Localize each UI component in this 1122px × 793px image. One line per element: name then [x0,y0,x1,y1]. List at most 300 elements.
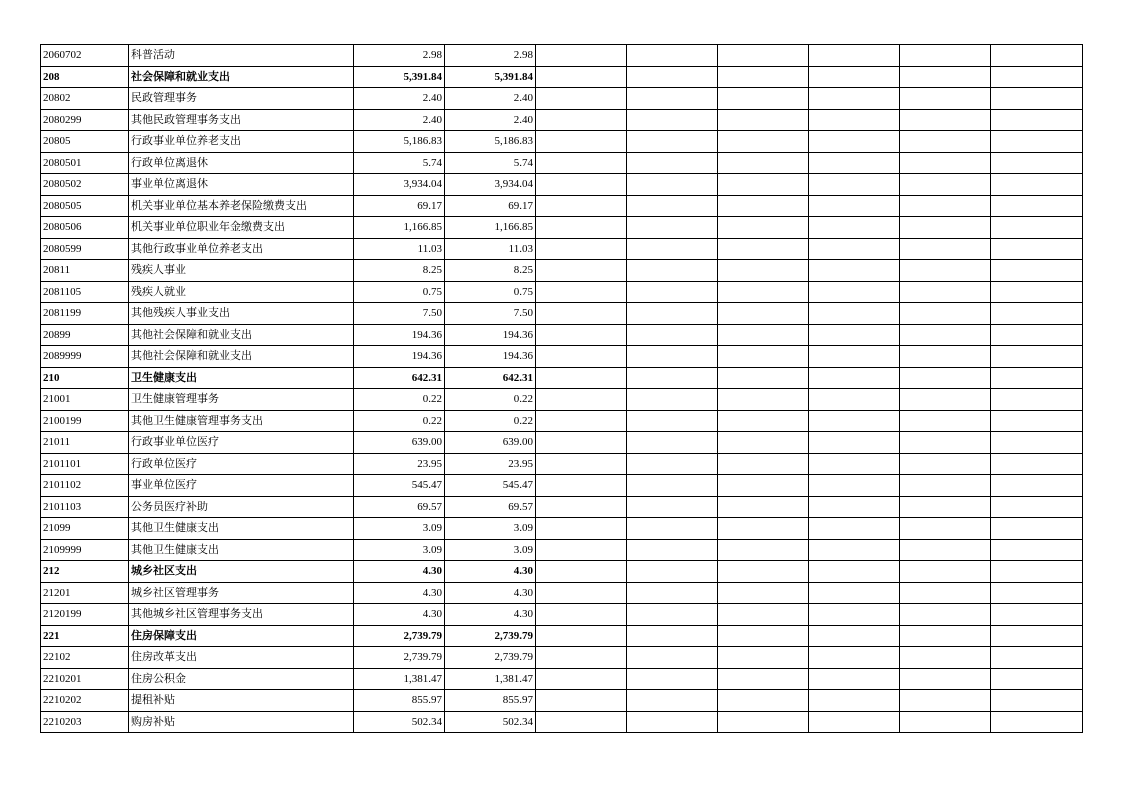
empty-cell [900,453,991,475]
amount-cell: 1,381.47 [445,668,536,690]
amount-cell: 4.30 [354,604,445,626]
empty-cell [718,453,809,475]
empty-cell [809,324,900,346]
code-cell: 2210203 [41,711,129,733]
amount-cell: 502.34 [354,711,445,733]
amount-cell: 2.40 [445,88,536,110]
empty-cell [809,625,900,647]
empty-cell [900,475,991,497]
empty-cell [627,389,718,411]
name-cell: 事业单位医疗 [129,475,354,497]
code-cell: 2081199 [41,303,129,325]
empty-cell [809,582,900,604]
code-cell: 2100199 [41,410,129,432]
code-cell: 2109999 [41,539,129,561]
empty-cell [718,496,809,518]
empty-cell [718,303,809,325]
table-row [41,303,1083,325]
empty-cell [718,88,809,110]
amount-cell: 8.25 [354,260,445,282]
empty-cell [536,432,627,454]
empty-cell [900,690,991,712]
empty-cell [718,410,809,432]
empty-cell [991,303,1083,325]
empty-cell [536,238,627,260]
empty-cell [809,647,900,669]
empty-cell [536,346,627,368]
code-cell: 2120199 [41,604,129,626]
amount-cell: 5.74 [354,152,445,174]
empty-cell [627,152,718,174]
empty-cell [991,195,1083,217]
empty-cell [627,453,718,475]
empty-cell [627,475,718,497]
table-row [41,539,1083,561]
amount-cell: 642.31 [354,367,445,389]
code-cell: 2080299 [41,109,129,131]
name-cell: 机关事业单位基本养老保险缴费支出 [129,195,354,217]
empty-cell [536,582,627,604]
empty-cell [991,346,1083,368]
empty-cell [991,582,1083,604]
empty-cell [718,690,809,712]
empty-cell [627,711,718,733]
amount-cell: 194.36 [445,346,536,368]
empty-cell [809,518,900,540]
empty-cell [809,668,900,690]
amount-cell: 545.47 [445,475,536,497]
empty-cell [536,539,627,561]
empty-cell [900,367,991,389]
empty-cell [991,45,1083,67]
amount-cell: 4.30 [354,561,445,583]
table-row [41,647,1083,669]
name-cell: 行政单位离退休 [129,152,354,174]
code-cell: 210 [41,367,129,389]
empty-cell [900,582,991,604]
name-cell: 其他社会保障和就业支出 [129,346,354,368]
empty-cell [991,238,1083,260]
empty-cell [809,690,900,712]
empty-cell [991,539,1083,561]
empty-cell [627,238,718,260]
amount-cell: 3.09 [354,518,445,540]
amount-cell: 2.40 [354,88,445,110]
empty-cell [991,690,1083,712]
table-row [41,45,1083,67]
empty-cell [900,410,991,432]
empty-cell [718,346,809,368]
code-cell: 2101101 [41,453,129,475]
empty-cell [718,561,809,583]
amount-cell: 11.03 [445,238,536,260]
empty-cell [536,152,627,174]
empty-cell [809,45,900,67]
amount-cell: 855.97 [354,690,445,712]
name-cell: 机关事业单位职业年金缴费支出 [129,217,354,239]
empty-cell [900,561,991,583]
empty-cell [809,88,900,110]
table-row [41,260,1083,282]
empty-cell [627,561,718,583]
empty-cell [991,647,1083,669]
code-cell: 212 [41,561,129,583]
empty-cell [718,174,809,196]
empty-cell [718,711,809,733]
empty-cell [536,195,627,217]
empty-cell [900,303,991,325]
amount-cell: 0.75 [445,281,536,303]
code-cell: 2080599 [41,238,129,260]
name-cell: 卫生健康支出 [129,367,354,389]
table-row [41,410,1083,432]
code-cell: 20802 [41,88,129,110]
empty-cell [627,281,718,303]
empty-cell [991,217,1083,239]
empty-cell [900,88,991,110]
empty-cell [627,668,718,690]
name-cell: 其他社会保障和就业支出 [129,324,354,346]
amount-cell: 23.95 [354,453,445,475]
empty-cell [536,410,627,432]
name-cell: 行政单位医疗 [129,453,354,475]
name-cell: 事业单位离退休 [129,174,354,196]
empty-cell [900,66,991,88]
empty-cell [809,131,900,153]
empty-cell [900,217,991,239]
table-row [41,561,1083,583]
table-row [41,668,1083,690]
empty-cell [809,303,900,325]
table-row [41,604,1083,626]
code-cell: 2210201 [41,668,129,690]
empty-cell [536,496,627,518]
empty-cell [536,475,627,497]
name-cell: 民政管理事务 [129,88,354,110]
name-cell: 提租补贴 [129,690,354,712]
code-cell: 221 [41,625,129,647]
table-row [41,152,1083,174]
empty-cell [718,238,809,260]
empty-cell [627,88,718,110]
empty-cell [627,518,718,540]
empty-cell [718,475,809,497]
amount-cell: 194.36 [445,324,536,346]
code-cell: 20805 [41,131,129,153]
amount-cell: 5.74 [445,152,536,174]
code-cell: 2081105 [41,281,129,303]
amount-cell: 4.30 [445,582,536,604]
code-cell: 20811 [41,260,129,282]
empty-cell [809,66,900,88]
empty-cell [718,582,809,604]
empty-cell [718,152,809,174]
name-cell: 残疾人就业 [129,281,354,303]
table-row [41,238,1083,260]
empty-cell [900,346,991,368]
empty-cell [900,324,991,346]
empty-cell [536,647,627,669]
empty-cell [900,238,991,260]
table-row [41,174,1083,196]
empty-cell [991,66,1083,88]
empty-cell [991,453,1083,475]
name-cell: 其他卫生健康支出 [129,518,354,540]
empty-cell [809,604,900,626]
table-row [41,217,1083,239]
code-cell: 22102 [41,647,129,669]
table-row [41,496,1083,518]
code-cell: 21201 [41,582,129,604]
empty-cell [991,174,1083,196]
empty-cell [900,174,991,196]
empty-cell [718,260,809,282]
table-row [41,66,1083,88]
empty-cell [627,303,718,325]
empty-cell [900,131,991,153]
empty-cell [536,453,627,475]
empty-cell [991,496,1083,518]
name-cell: 科普活动 [129,45,354,67]
empty-cell [809,281,900,303]
amount-cell: 642.31 [445,367,536,389]
amount-cell: 545.47 [354,475,445,497]
empty-cell [991,109,1083,131]
table-row [41,367,1083,389]
empty-cell [536,711,627,733]
table-row [41,625,1083,647]
empty-cell [536,260,627,282]
empty-cell [627,367,718,389]
code-cell: 2080502 [41,174,129,196]
amount-cell: 4.30 [445,604,536,626]
name-cell: 行政事业单位养老支出 [129,131,354,153]
empty-cell [627,647,718,669]
amount-cell: 639.00 [445,432,536,454]
table-row [41,109,1083,131]
empty-cell [809,432,900,454]
empty-cell [718,66,809,88]
empty-cell [900,389,991,411]
name-cell: 城乡社区管理事务 [129,582,354,604]
empty-cell [900,432,991,454]
empty-cell [718,625,809,647]
amount-cell: 194.36 [354,324,445,346]
empty-cell [991,604,1083,626]
empty-cell [991,410,1083,432]
empty-cell [718,324,809,346]
amount-cell: 1,166.85 [354,217,445,239]
empty-cell [536,88,627,110]
code-cell: 2080506 [41,217,129,239]
amount-cell: 2.98 [445,45,536,67]
empty-cell [536,281,627,303]
empty-cell [809,217,900,239]
empty-cell [536,217,627,239]
empty-cell [627,604,718,626]
amount-cell: 7.50 [354,303,445,325]
amount-cell: 4.30 [354,582,445,604]
empty-cell [536,367,627,389]
empty-cell [536,109,627,131]
empty-cell [718,195,809,217]
empty-cell [718,432,809,454]
name-cell: 住房公积金 [129,668,354,690]
empty-cell [627,539,718,561]
empty-cell [718,518,809,540]
amount-cell: 7.50 [445,303,536,325]
empty-cell [536,668,627,690]
code-cell: 21001 [41,389,129,411]
empty-cell [991,324,1083,346]
empty-cell [900,711,991,733]
code-cell: 2210202 [41,690,129,712]
name-cell: 其他城乡社区管理事务支出 [129,604,354,626]
amount-cell: 2.98 [354,45,445,67]
empty-cell [900,668,991,690]
empty-cell [536,561,627,583]
empty-cell [809,238,900,260]
table-row [41,281,1083,303]
amount-cell: 0.75 [354,281,445,303]
empty-cell [900,109,991,131]
empty-cell [627,690,718,712]
empty-cell [809,496,900,518]
name-cell: 其他残疾人事业支出 [129,303,354,325]
name-cell: 住房改革支出 [129,647,354,669]
code-cell: 20899 [41,324,129,346]
empty-cell [809,561,900,583]
amount-cell: 69.17 [445,195,536,217]
table-row [41,711,1083,733]
empty-cell [718,604,809,626]
amount-cell: 69.57 [354,496,445,518]
table-row [41,518,1083,540]
amount-cell: 1,381.47 [354,668,445,690]
empty-cell [627,324,718,346]
amount-cell: 2,739.79 [354,625,445,647]
table-row [41,195,1083,217]
amount-cell: 8.25 [445,260,536,282]
empty-cell [627,217,718,239]
name-cell: 行政事业单位医疗 [129,432,354,454]
budget-table [40,44,1083,733]
empty-cell [809,260,900,282]
table-row [41,346,1083,368]
empty-cell [991,518,1083,540]
empty-cell [991,367,1083,389]
empty-cell [900,152,991,174]
empty-cell [991,281,1083,303]
empty-cell [991,131,1083,153]
empty-cell [991,88,1083,110]
empty-cell [900,496,991,518]
amount-cell: 2.40 [354,109,445,131]
empty-cell [809,711,900,733]
empty-cell [900,195,991,217]
empty-cell [900,604,991,626]
code-cell: 2101102 [41,475,129,497]
empty-cell [627,432,718,454]
empty-cell [900,625,991,647]
table-row [41,475,1083,497]
empty-cell [809,475,900,497]
empty-cell [809,174,900,196]
amount-cell: 69.17 [354,195,445,217]
amount-cell: 3.09 [445,539,536,561]
empty-cell [900,518,991,540]
amount-cell: 2.40 [445,109,536,131]
amount-cell: 2,739.79 [354,647,445,669]
empty-cell [718,389,809,411]
empty-cell [809,152,900,174]
empty-cell [991,668,1083,690]
code-cell: 2080501 [41,152,129,174]
amount-cell: 0.22 [445,410,536,432]
name-cell: 其他行政事业单位养老支出 [129,238,354,260]
code-cell: 2080505 [41,195,129,217]
amount-cell: 5,391.84 [445,66,536,88]
amount-cell: 3,934.04 [354,174,445,196]
table-row [41,131,1083,153]
name-cell: 社会保障和就业支出 [129,66,354,88]
amount-cell: 3.09 [354,539,445,561]
amount-cell: 3,934.04 [445,174,536,196]
code-cell: 208 [41,66,129,88]
empty-cell [627,45,718,67]
amount-cell: 1,166.85 [445,217,536,239]
empty-cell [627,625,718,647]
amount-cell: 2,739.79 [445,625,536,647]
empty-cell [718,45,809,67]
empty-cell [627,582,718,604]
empty-cell [627,346,718,368]
empty-cell [536,690,627,712]
empty-cell [718,281,809,303]
amount-cell: 855.97 [445,690,536,712]
amount-cell: 5,186.83 [445,131,536,153]
empty-cell [809,195,900,217]
name-cell: 其他民政管理事务支出 [129,109,354,131]
code-cell: 2089999 [41,346,129,368]
empty-cell [900,647,991,669]
empty-cell [900,260,991,282]
empty-cell [809,410,900,432]
empty-cell [809,109,900,131]
empty-cell [718,668,809,690]
amount-cell: 2,739.79 [445,647,536,669]
empty-cell [809,346,900,368]
name-cell: 其他卫生健康支出 [129,539,354,561]
amount-cell: 3.09 [445,518,536,540]
empty-cell [718,647,809,669]
name-cell: 残疾人事业 [129,260,354,282]
name-cell: 住房保障支出 [129,625,354,647]
empty-cell [627,66,718,88]
empty-cell [900,45,991,67]
amount-cell: 639.00 [354,432,445,454]
amount-cell: 23.95 [445,453,536,475]
amount-cell: 11.03 [354,238,445,260]
empty-cell [718,131,809,153]
empty-cell [991,389,1083,411]
name-cell: 购房补贴 [129,711,354,733]
empty-cell [718,217,809,239]
table-row [41,432,1083,454]
table-row [41,324,1083,346]
amount-cell: 5,391.84 [354,66,445,88]
empty-cell [718,367,809,389]
